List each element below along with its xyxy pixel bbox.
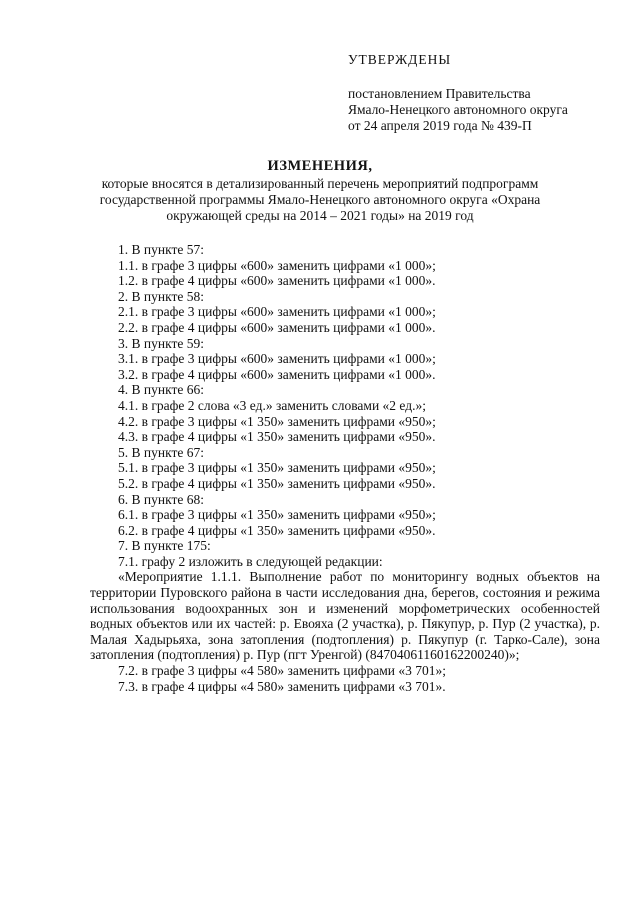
list-item: 3.1. в графе 3 цифры «600» заменить цифрами «1 000»; <box>118 351 436 367</box>
list-item: 3.2. в графе 4 цифры «600» заменить цифрами «1 000». <box>118 366 436 382</box>
list-item: 7.2. в графе 3 цифры «4 580» заменить цифрами «3 701»; <box>118 663 446 679</box>
document-heading <box>60 158 580 224</box>
document-body <box>90 242 600 694</box>
list-item: 1. В пункте 57: <box>118 242 204 257</box>
list-item: 5.2. в графе 4 цифры «1 350» заменить цифрами «950». <box>118 475 436 491</box>
list-item: 5.1. в графе 3 цифры «1 350» заменить цифрами «950»; <box>118 460 436 476</box>
list-item: 6.2. в графе 4 цифры «1 350» заменить цифрами «950». <box>118 522 436 538</box>
list-item: 5. В пункте 67: <box>118 444 204 460</box>
list-item: 6.1. в графе 3 цифры «1 350» заменить цифрами «950»; <box>118 507 436 523</box>
heading-line: окружающей среды на 2014 – 2021 годы» на 2019 год <box>166 208 474 223</box>
list-item: 7.3. в графе 4 цифры «4 580» заменить цифрами «3 701». <box>118 678 446 694</box>
heading-line: которые вносятся в детализированный перечень мероприятий подпрограмм <box>101 176 539 191</box>
heading-line: государственной программы Ямало-Ненецкого автономного округа «Охрана <box>99 192 541 207</box>
list-item: 4.2. в графе 3 цифры «1 350» заменить цифрами «950»; <box>118 413 436 429</box>
list-item: 6. В пункте 68: <box>118 491 204 507</box>
document-title: ИЗМЕНЕНИЯ, <box>267 158 373 174</box>
list-item: 2. В пункте 58: <box>118 288 204 304</box>
approval-line: постановлением Правительства <box>348 86 531 101</box>
list-item: 3. В пункте 59: <box>118 335 204 351</box>
list-item: 2.1. в графе 3 цифры «600» заменить цифрами «1 000»; <box>118 304 436 320</box>
list-item: 1.1. в графе 3 цифры «600» заменить цифрами «1 000»; <box>118 257 436 273</box>
list-item: 2.2. в графе 4 цифры «600» заменить цифрами «1 000». <box>118 319 436 335</box>
list-item: 4. В пункте 66: <box>118 382 204 398</box>
approval-line: от 24 апреля 2019 года № 439-П <box>348 118 532 133</box>
quoted-paragraph: «Мероприятие 1.1.1. Выполнение работ по мониторингу водных объектов на территории Пуровского района в части исследования дна, берегов, состояния и режима использования водоохранных зон и изменений морфометрических особенностей водных объектов или их частей: р. Евояха (2 участка), р. Пякупур, р. Пур (2 участка), р. Малая Хадырьяха, зона затопления (подтопления) р. Пякупур (г. Тарко-Сале), зона затопления (подтопления) р. Пур (пгт Уренгой) (84704061160162200240)»; <box>90 569 600 663</box>
list-item: 4.1. в графе 2 слова «3 ед.» заменить словами «2 ед.»; <box>118 397 426 413</box>
list-item: 4.3. в графе 4 цифры «1 350» заменить цифрами «950». <box>118 429 436 445</box>
list-item: 1.2. в графе 4 цифры «600» заменить цифрами «1 000». <box>118 273 436 289</box>
approval-line: Ямало-Ненецкого автономного округа <box>348 102 568 117</box>
approval-stamp <box>348 52 628 134</box>
list-item: 7.1. графу 2 изложить в следующей редакции: <box>118 553 383 569</box>
list-item: 7. В пункте 175: <box>118 538 211 554</box>
approval-word: УТВЕРЖДЕНЫ <box>348 52 452 67</box>
